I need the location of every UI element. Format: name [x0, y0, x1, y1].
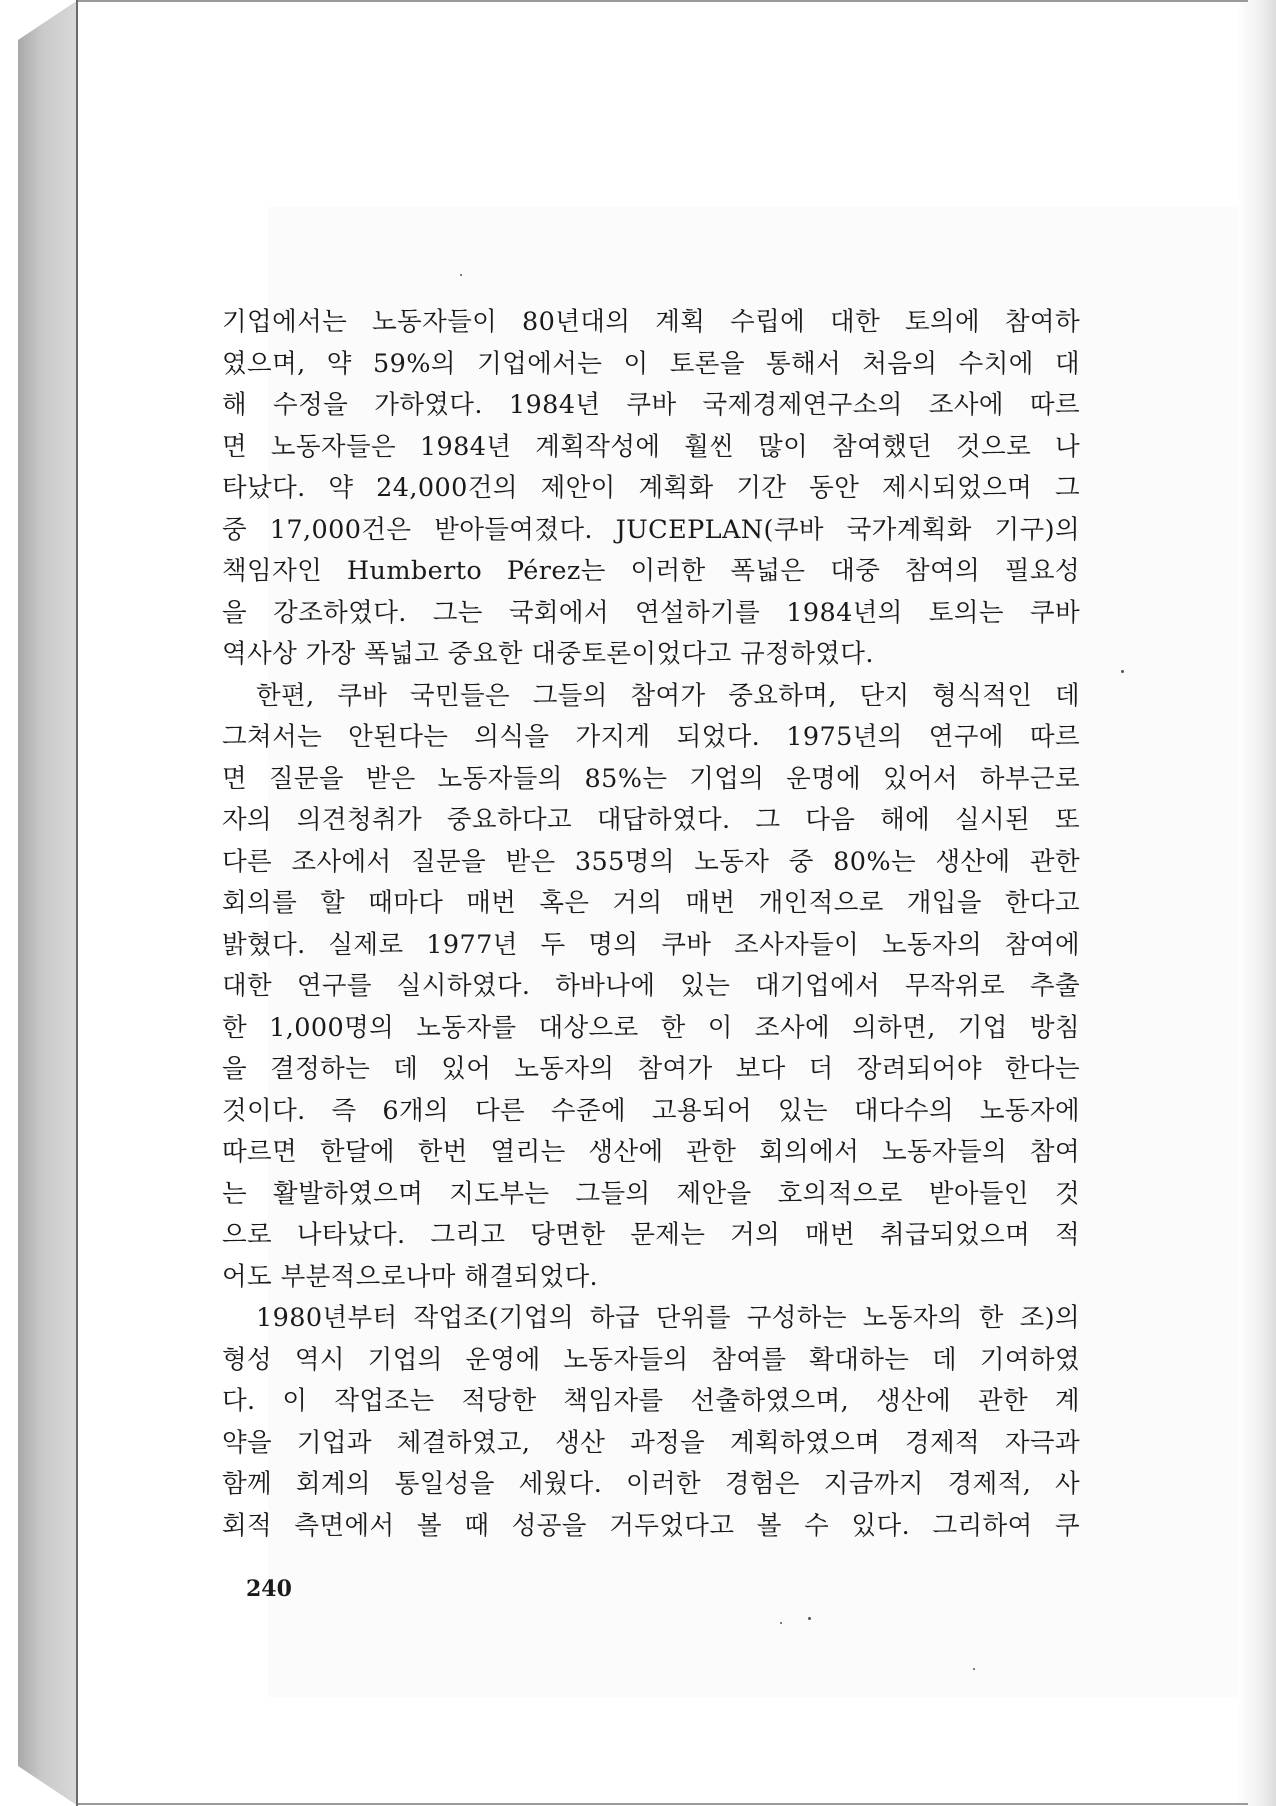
text-line: 한 1,000명의 노동자를 대상으로 한 이 조사에 의하면, 기업 방침 — [222, 1012, 1080, 1043]
scan-speck — [973, 1668, 975, 1670]
text-line: 을 결정하는 데 있어 노동자의 참여가 보다 더 장려되어야 한다는 — [222, 1054, 1080, 1084]
text-line: 약을 기업과 체결하였고, 생산 과정을 계획하였으며 경제적 자극과 — [222, 1427, 1080, 1458]
text-line: 타났다. 약 24,000건의 제안이 계획화 기간 동안 제시되었으며 그 — [222, 473, 1080, 503]
scan-speck — [780, 1622, 782, 1624]
page-body-text — [222, 302, 1080, 1547]
text-line: 회적 측면에서 볼 때 성공을 거두었다고 볼 수 있다. 그리하여 쿠 — [222, 1510, 1080, 1541]
scan-speck — [460, 274, 462, 276]
text-line: 면 노동자들은 1984년 계획작성에 훨씬 많이 참여했던 것으로 나 — [222, 431, 1080, 462]
text-line: 면 질문을 받은 노동자들의 85%는 기업의 운명에 있어서 하부근로 — [222, 763, 1080, 794]
text-line: 자의 의견청취가 중요하다고 대답하였다. 그 다음 해에 실시된 또 — [222, 805, 1080, 835]
page-number: 240 — [246, 1576, 292, 1602]
book-spine — [18, 0, 78, 1806]
text-line: 으로 나타났다. 그리고 당면한 문제는 거의 매번 취급되었으며 적 — [222, 1220, 1080, 1250]
text-line: 기업에서는 노동자들이 80년대의 계획 수립에 대한 토의에 참여하 — [222, 307, 1080, 337]
text-line: 것이다. 즉 6개의 다른 수준에 고용되어 있는 대다수의 노동자에 — [222, 1095, 1080, 1126]
text-line: 중 17,000건은 받아들여졌다. JUCEPLAN(쿠바 국가계획화 기구)의 — [222, 514, 1080, 545]
text-line: 역사상 가장 폭넓고 중요한 대중토론이었다고 규정하였다. — [222, 639, 874, 669]
text-line: 밝혔다. 실제로 1977년 두 명의 쿠바 조사자들이 노동자의 참여에 — [222, 929, 1080, 960]
text-line: 다른 조사에서 질문을 받은 355명의 노동자 중 80%는 생산에 관한 — [222, 846, 1080, 877]
text-line: 1980년부터 작업조(기업의 하급 단위를 구성하는 노동자의 한 조)의 — [256, 1303, 1080, 1333]
scan-speck — [1121, 670, 1124, 673]
text-line: 따르면 한달에 한번 열리는 생산에 관한 회의에서 노동자들의 참여 — [222, 1137, 1080, 1167]
text-line: 책임자인 Humberto Pérez는 이러한 폭넓은 대중 참여의 필요성 — [222, 556, 1080, 586]
text-line: 한편, 쿠바 국민들은 그들의 참여가 중요하며, 단지 형식적인 데 — [256, 680, 1080, 711]
text-line: 을 강조하였다. 그는 국회에서 연설하기를 1984년의 토의는 쿠바 — [222, 597, 1080, 628]
text-line: 형성 역시 기업의 운영에 노동자들의 참여를 확대하는 데 기여하였 — [222, 1344, 1080, 1375]
page-bottom-border — [78, 1803, 1248, 1805]
text-line: 그쳐서는 안된다는 의식을 가지게 되었다. 1975년의 연구에 따르 — [222, 722, 1080, 752]
text-line: 는 활발하였으며 지도부는 그들의 제안을 호의적으로 받아들인 것 — [222, 1178, 1080, 1209]
page-right-shadow — [1236, 0, 1276, 1806]
scan-speck — [808, 1617, 811, 1620]
text-line: 대한 연구를 실시하였다. 하바나에 있는 대기업에서 무작위로 추출 — [222, 971, 1080, 1001]
text-line: 함께 회계의 통일성을 세웠다. 이러한 경험은 지금까지 경제적, 사 — [222, 1469, 1080, 1499]
page-top-border — [78, 0, 1248, 2]
text-line: 회의를 할 때마다 매번 혹은 거의 매번 개인적으로 개입을 한다고 — [222, 888, 1080, 918]
text-line: 였으며, 약 59%의 기업에서는 이 토론을 통해서 처음의 수치에 대 — [222, 348, 1080, 379]
text-line: 해 수정을 가하였다. 1984년 쿠바 국제경제연구소의 조사에 따르 — [222, 390, 1080, 420]
text-line: 어도 부분적으로나마 해결되었다. — [222, 1261, 598, 1292]
text-line: 다. 이 작업조는 적당한 책임자를 선출하였으며, 생산에 관한 계 — [222, 1386, 1080, 1416]
